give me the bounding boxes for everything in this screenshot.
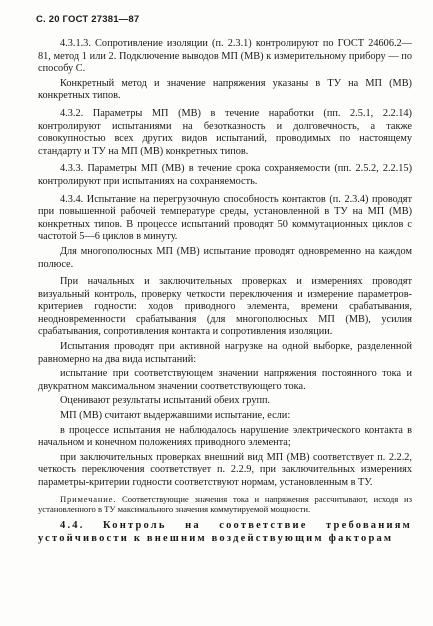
note-label: Примечание. xyxy=(60,493,117,504)
paragraph-method-note: Конкретный метод и значение напряжения указаны в ТУ на МП (МВ) конкретных типов. xyxy=(38,77,412,102)
paragraph-criterion-final: при заключительных проверках внешний вид МП (МВ) соответствует п. 2.2.2, четкость переключения соответствует п. 2.2.9, при заключительных измерениях параметры-критерии годности соответствуют нормам, установленным в ТУ. xyxy=(38,451,412,488)
document-body xyxy=(38,38,412,546)
section-heading-4-4: 4.4. Контроль на соответствие требованиям устойчивости к внешним воздействующим факторам xyxy=(38,520,412,544)
paragraph-4-3-2: 4.3.2. Параметры МП (МВ) в течение наработки (пп. 2.5.1, 2.2.14) контролируют испытаниями на безотказность и долговечность, а также совокупностью всех других видов испытаний, проводимых по настоящему стандарту и ТУ на МП (МВ) конкретных типов. xyxy=(38,107,412,157)
paragraph-dc-test: испытание при соответствующем значении напряжения постоянного тока и двукратном максимальном значении соответствующего тока. xyxy=(38,368,412,392)
paragraph-criterion-contact: в процессе испытания не наблюдалось нарушение электрического контакта в начальном и конечном положениях приводного элемента; xyxy=(38,424,412,449)
paragraph-pass-criteria: МП (МВ) считают выдержавшими испытание, если: xyxy=(60,410,291,422)
paragraph-4-3-1-3: 4.3.1.3. Сопротивление изоляции (п. 2.3.1) контролируют по ГОСТ 24606.2—81, метод 1 или 2. Подключение выводов МП (МВ) к измерительному прибору — по способу С. xyxy=(38,38,412,75)
paragraph-4-3-4: 4.3.4. Испытание на перегрузочную способность контактов (п. 2.3.4) проводят при повышенной рабочей температуре среды, установленной в ТУ на МП (МВ) конкретных типов. В процессе испытаний проводят 50 коммутационных циклов с частотой 5—6 циклов в минуту. xyxy=(38,193,412,243)
note xyxy=(38,494,412,514)
paragraph-checks: При начальных и заключительных проверках и измерениях проводят визуальный контроль, проверку четкости переключения и измерение параметров-критериев годности: ходов приводного элемента, времени срабатывания, неодновременности срабатывания (для многополюсных МП (МВ), усилия срабатывания, сопротивления контакта и сопротивления изоляции. xyxy=(38,276,412,338)
page-header: С. 20 ГОСТ 27381—87 xyxy=(36,14,140,25)
paragraph-multipole: Для многополюсных МП (МВ) испытание проводят одновременно на каждом полюсе. xyxy=(38,245,412,270)
paragraph-test-load: Испытания проводят при активной нагрузке на одной выборке, разделенной равномерно на два вида испытаний: xyxy=(38,341,412,365)
paragraph-evaluate: Оценивают результаты испытаний обеих групп. xyxy=(60,395,271,407)
note-text: Соответствующие значения тока и напряжения рассчитывают, исходя из установленного в ТУ максимального значения коммутируемой мощности. xyxy=(38,493,412,514)
paragraph-4-3-3: 4.3.3. Параметры МП (МВ) в течение срока сохраняемости (пп. 2.5.2, 2.2.15) контролируют при испытаниях на сохраняемость. xyxy=(38,163,412,187)
